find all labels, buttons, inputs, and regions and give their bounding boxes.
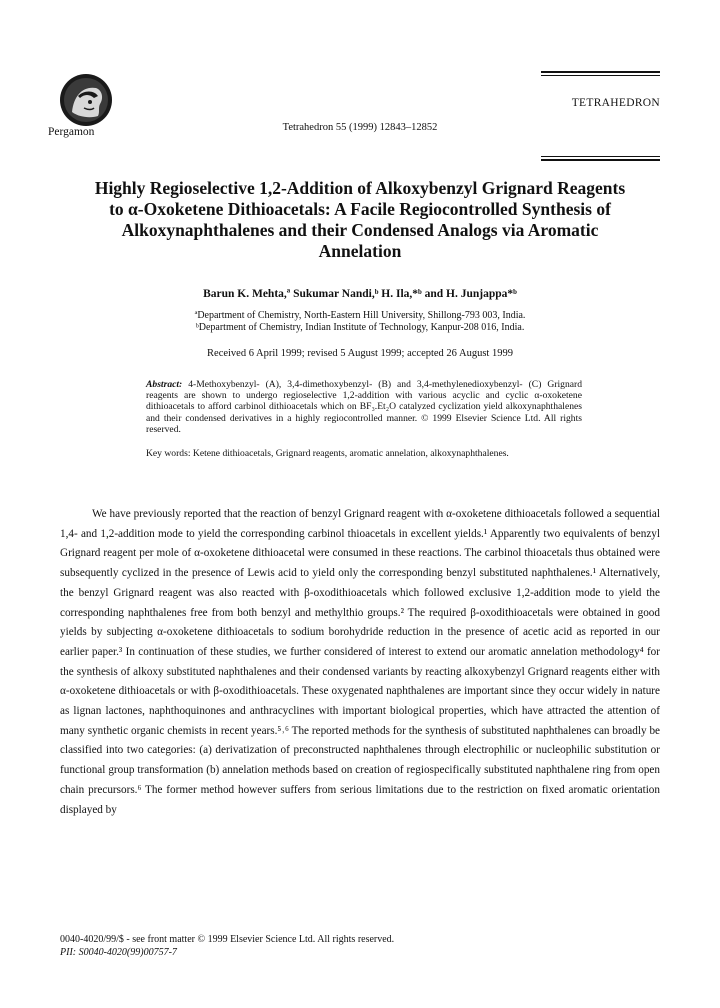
received-dates: Received 6 April 1999; revised 5 August 1999; accepted 26 August 1999 [207, 348, 513, 359]
article-title: Highly Regioselective 1,2-Addition of Alkoxybenzyl Grignard Reagents to α-Oxoketene Dithioacetals: A Facile Regiocontrolled Synthesis of Alkoxynaphthalenes and their Condensed Analogs via Aromatic Annelation [94, 178, 626, 261]
header-rule-top-thin [541, 75, 660, 76]
affiliation-a: ªDepartment of Chemistry, North-Eastern Hill University, Shillong-793 003, India. [194, 310, 526, 321]
journal-citation: Tetrahedron 55 (1999) 12843–12852 [282, 122, 438, 133]
abstract [146, 379, 582, 435]
pergamon-logo-icon [54, 72, 118, 128]
copyright-line: 0040-4020/99/$ - see front matter © 1999 Elsevier Science Ltd. All rights reserved. [60, 934, 395, 945]
abstract-label: Abstract: [146, 379, 183, 390]
body-text [60, 505, 660, 820]
header-rule-bottom-thin [541, 156, 660, 157]
pii-line: PII: S0040-4020(99)00757-7 [60, 947, 177, 958]
header-rule-top-thick [541, 71, 660, 73]
author-list: Barun K. Mehta,ª Sukumar Nandi,ᵇ H. Ila,*ᵇ and H. Junjappa*ᵇ [203, 288, 517, 300]
body-paragraph: We have previously reported that the reaction of benzyl Grignard reagent with α-oxoketene dithioacetals followed a sequential 1,4- and 1,2-addition mode to yield the corresponding carbinol thioacetals in excellent yields.¹ Apparently two equivalents of benzyl Grignard reagent per mole of α-oxoketene dithioacetal were consumed in these reactions. The carbinol thioacetals thus obtained were subsequently cyclized in the presence of Lewis acid to yield only the corresponding benzyl substituted naphthalenes.¹ Alternatively, the benzyl Grignard reagent was also reacted with β-oxodithioacetals which followed exclusive 1,2-addition mode to yield the corresponding naphthalenes free from both benzyl and methylthio groups.² The required β-oxodithioacetals were obtained in good yields by subjecting α-oxoketene dithioacetals to sodium borohydride reduction in the presence of acetic acid as reported in our earlier paper.³ In continuation of these studies, we further considered of interest to extend our aromatic annelation methodology⁴ for the synthesis of alkoxy substituted naphthalenes and their condensed variants by reacting alkoxybenzyl Grignard reagents either with α-oxoketene dithioacetals or with β-oxodithioacetals. These oxygenated naphthalenes are important since they occur widely in nature as lignan lactones, naphthoquinones and anthracyclines with important biological properties, which have attracted the attention of many synthetic organic chemists in recent years.⁵˒⁶ The reported methods for the synthesis of substituted naphthalenes can broadly be classified into two categories: (a) derivatization of preconstructed naphthalenes through electrophilic or nucleophilic substitution or functional group transformation (b) annelation methods based on creation of regiospecifically substituted naphthalene ring from open chain precursors.⁶ The former method however suffers from serious limitations due to the restriction on fixed aromatic orientation displayed by [60, 508, 660, 816]
keywords: Key words: Ketene dithioacetals, Grignard reagents, aromatic annelation, alkoxynaphthalenes. [146, 448, 509, 459]
affiliations [0, 310, 720, 334]
journal-name: TETRAHEDRON [571, 97, 660, 109]
footer [60, 933, 394, 959]
publisher-name: Pergamon [48, 126, 95, 138]
abstract-text: 4-Methoxybenzyl- (A), 3,4-dimethoxybenzyl- (B) and 3,4-methylenedioxybenzyl- (C) Grignard reagents are shown to undergo regioselective 1,2-addition with various acyclic and cyclic α-oxoketene dithioacetals to afford carbinol dithioacetals which on BF₃.Et₂O catalyzed cyclization yield alkoxynaphthalenes and their condensed derivatives in a highly regiocontrolled manner. © 1999 Elsevier Science Ltd. All rights reserved. [146, 379, 582, 435]
header-rule-bottom-thick [541, 159, 660, 161]
affiliation-b: ᵇDepartment of Chemistry, Indian Institute of Technology, Kanpur-208 016, India. [195, 322, 525, 333]
